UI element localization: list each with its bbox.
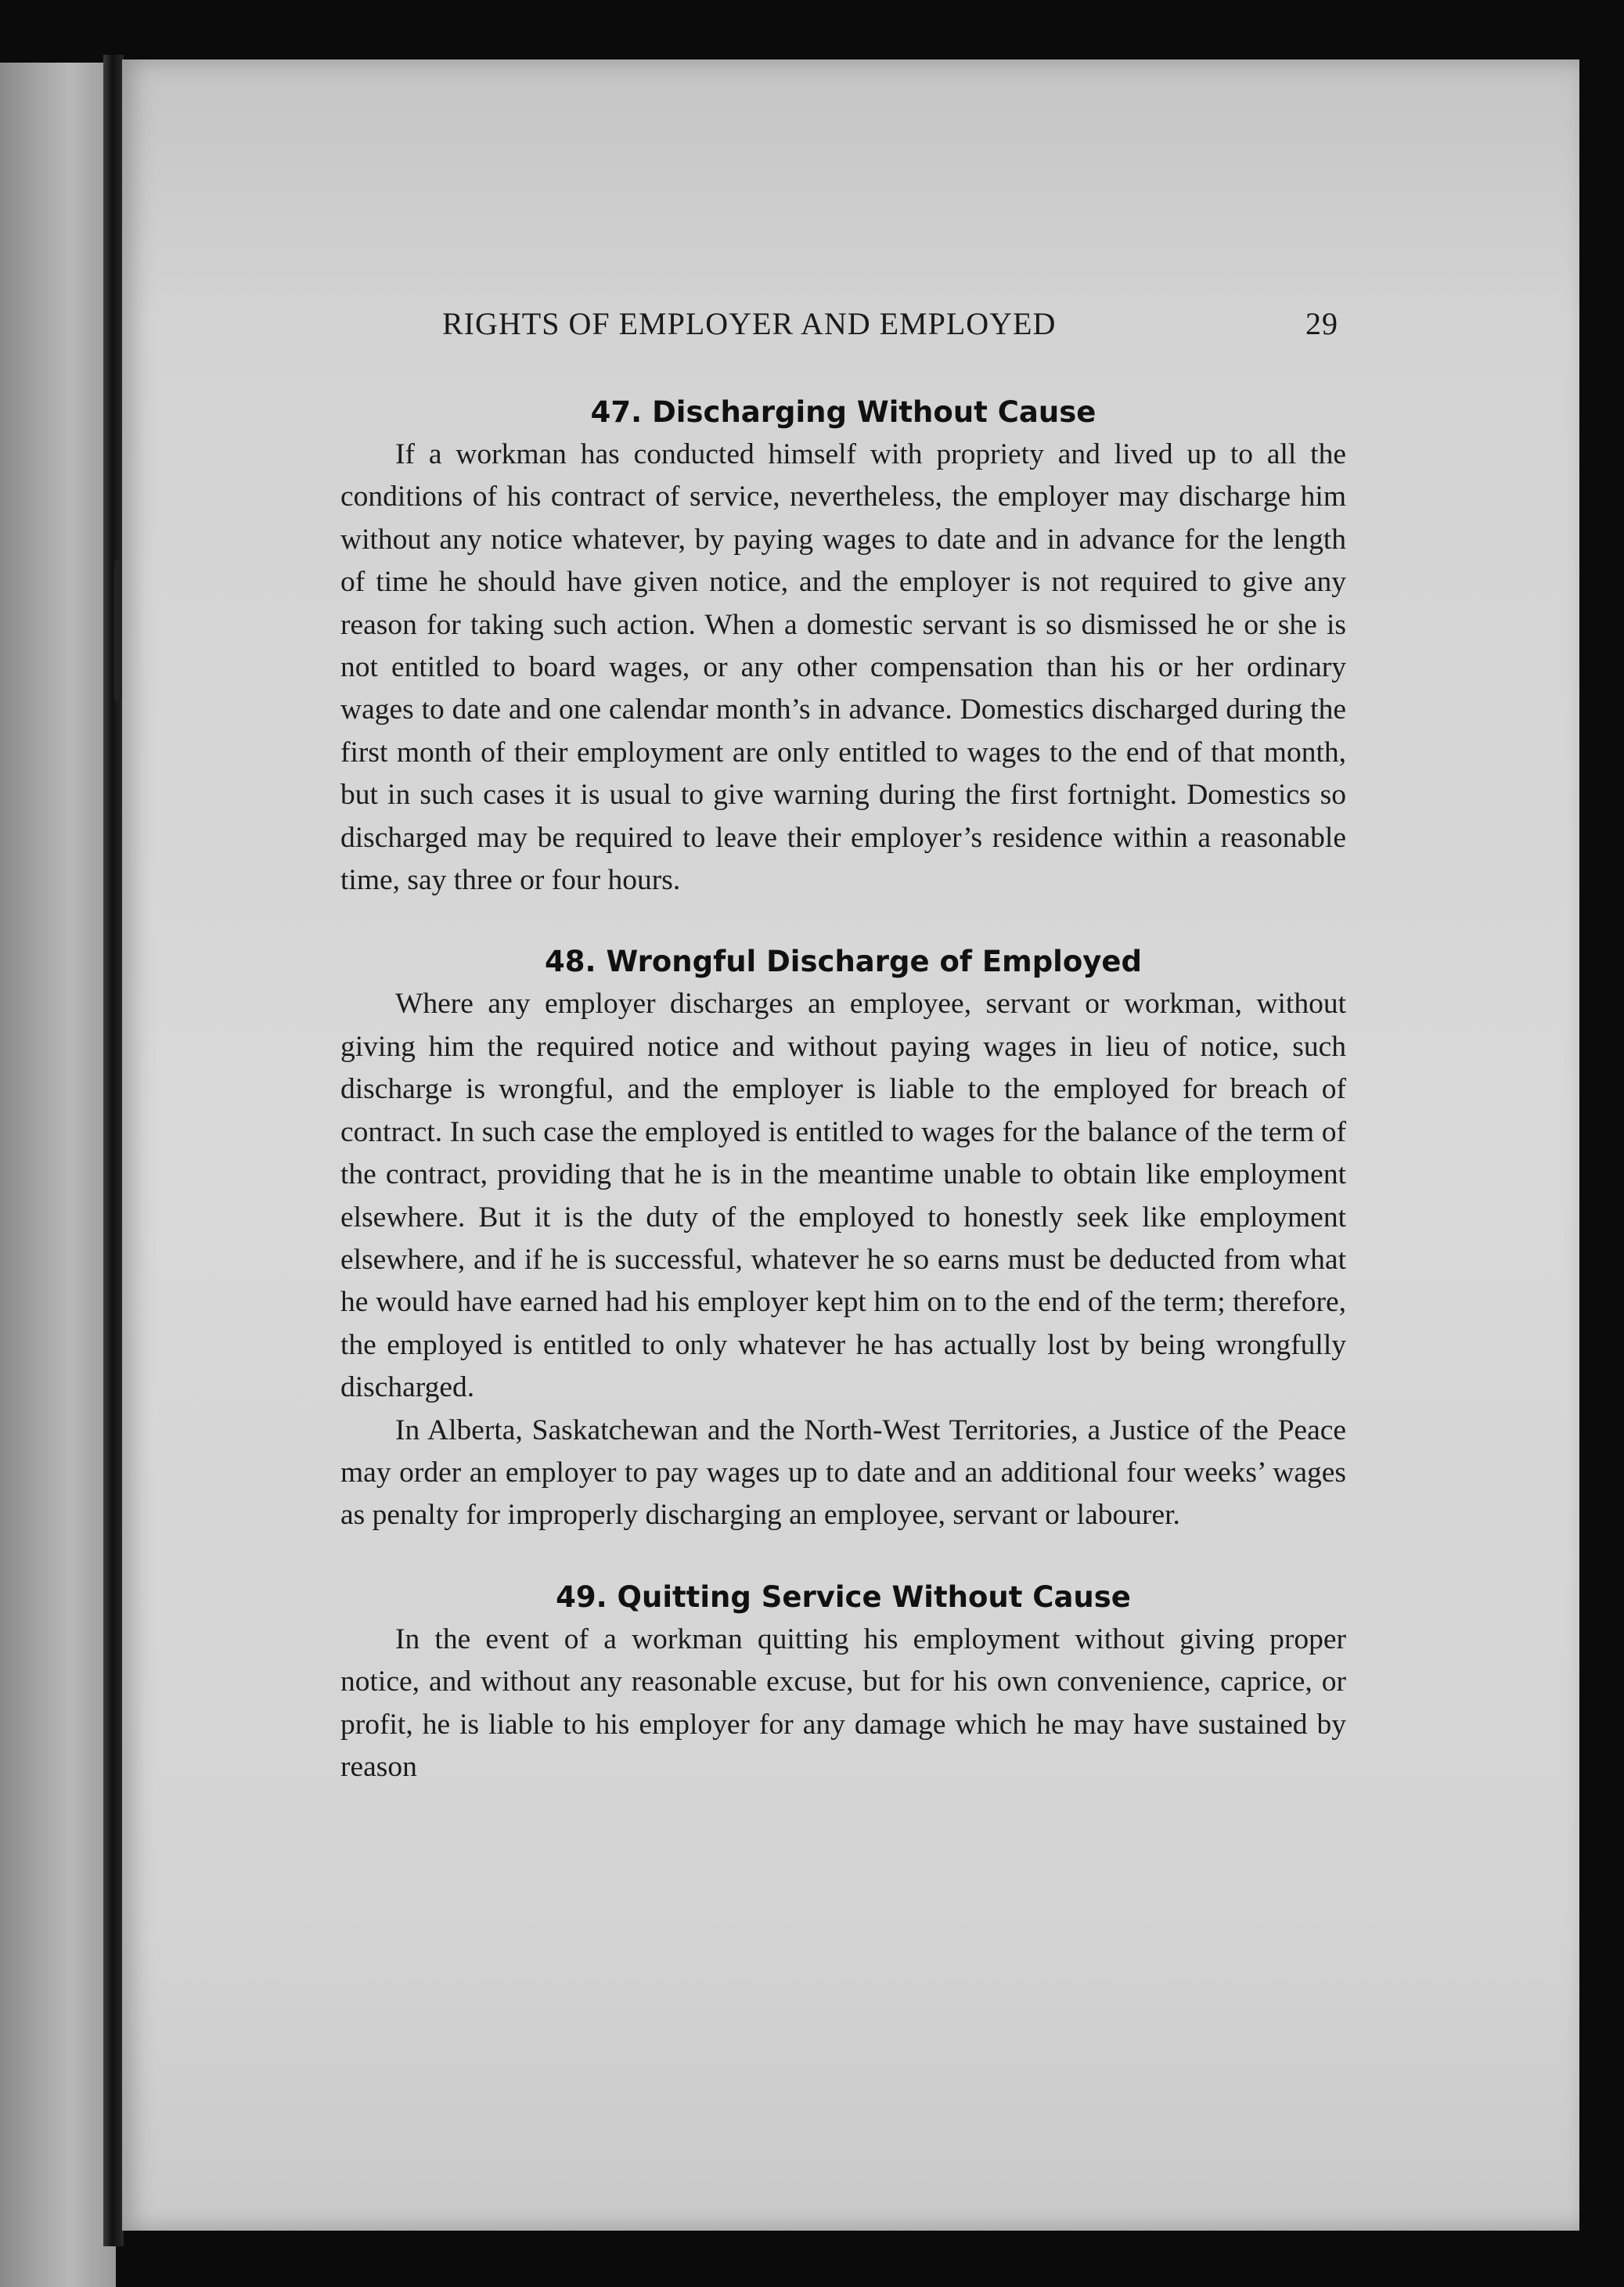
binding-gutter <box>103 55 124 2246</box>
facing-page-edge <box>0 63 116 2287</box>
scan-mark <box>114 560 122 701</box>
section-heading: 48. Wrongful Discharge of Employed <box>545 945 1142 979</box>
page-number: 29 <box>1305 306 1338 341</box>
running-head-title: RIGHTS OF EMPLOYER AND EMPLOYED <box>442 306 1057 341</box>
section-49 <box>340 1576 1346 1789</box>
section-heading: 47. Discharging Without Cause <box>590 395 1096 429</box>
paragraph: In Alberta, Saskatchewan and the North-West Territories, a Justice of the Peace may order an employer to pay wages up to date and an additional four weeks’ wages as penalty for improperly discharging an employee, servant or labourer. <box>340 1414 1346 1532</box>
paragraph: If a workman has conducted himself with propriety and lived up to all the conditions of his contract of service, nevertheless, the employer may discharge him without any notice whatever, by paying wages to date and in advance for the length of time he should have given notice, and the employer is not required to give any reason for taking such action. When a domestic servant is so dismissed he or she is not entitled to board wages, or any other compensation than his or her ordinary wages to date and one calendar month’s in advance. Domestics discharged during the first month of their employment are only entitled to wages to the end of that month, but in such cases it is usual to give warning during the first fortnight. Domestics so discharged may be required to leave their employer’s residence within a reasonable time, say three or four hours. <box>340 438 1346 897</box>
section-47 <box>340 391 1346 902</box>
paragraph: In the event of a workman quitting his employment without giving proper notice, and without any reasonable excuse, but for his own convenience, caprice, or profit, he is liable to his employer for any damage which he may have sustained by reason <box>340 1623 1346 1783</box>
section-48 <box>340 941 1346 1536</box>
page-body <box>340 391 1346 1788</box>
paragraph: Where any employer discharges an employee, servant or workman, without giving him the required notice and without paying wages in lieu of notice, such discharge is wrongful, and the employer is liable to the employed for breach of contract. In such case the employed is entitled to wages for the balance of the term of the contract, providing that he is in the meantime unable to obtain like employment elsewhere. But it is the duty of the employed to honestly seek like employment elsewhere, and if he is successful, whatever he so earns must be deducted from what he would have earned had his employer kept him on to the end of the term; therefore, the employed is entitled to only whatever he has actually lost by being wrongfully discharged. <box>340 988 1346 1404</box>
section-heading: 49. Quitting Service Without Cause <box>556 1579 1131 1614</box>
